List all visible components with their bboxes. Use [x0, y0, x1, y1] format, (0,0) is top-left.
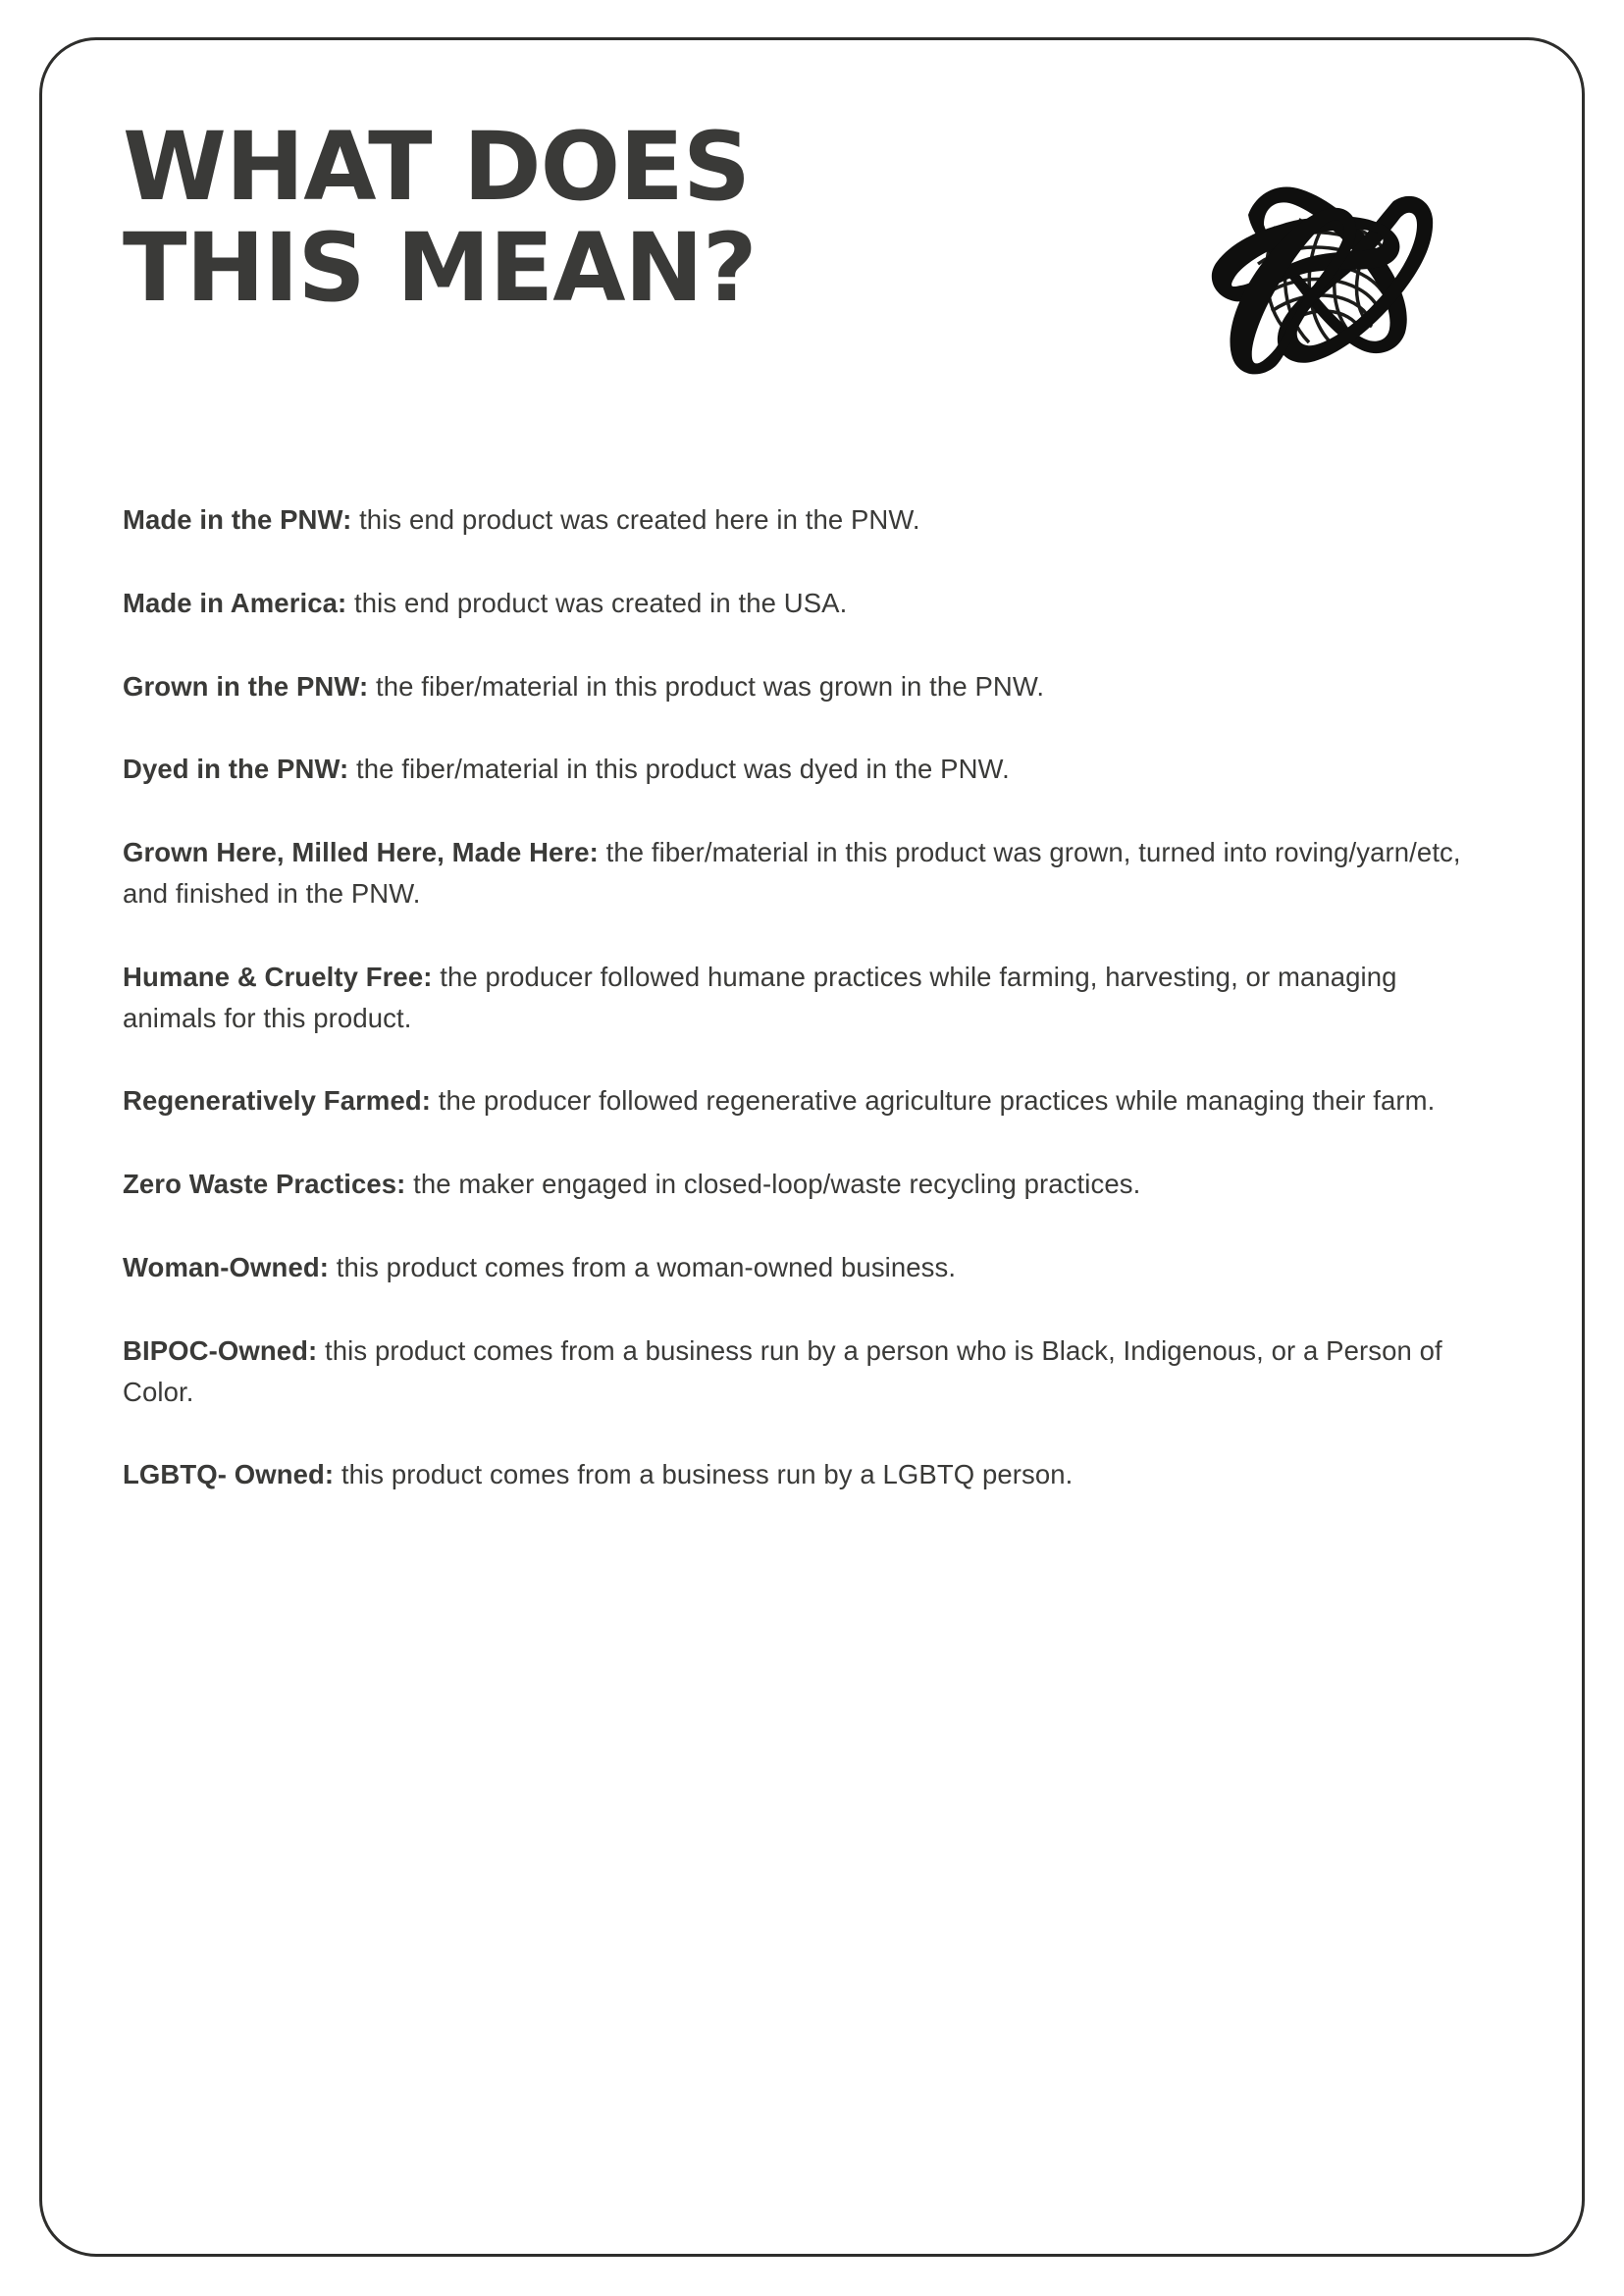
list-item	[123, 499, 1495, 541]
card-header	[123, 112, 1495, 443]
definition-description: this end product was created here in the PNW.	[351, 504, 920, 535]
list-item	[123, 1247, 1495, 1288]
page-title-line-2: THIS MEAN?	[123, 212, 757, 323]
definition-description: the fiber/material in this product was dyed in the PNW.	[348, 754, 1010, 785]
page-title-line-1: WHAT DOES	[123, 112, 750, 222]
definition-term: Zero Waste Practices:	[123, 1169, 406, 1200]
definition-description: the producer followed humane practices while farming, harvesting, or managing animals for this product.	[123, 961, 1397, 1033]
definition-term: Humane & Cruelty Free:	[123, 961, 433, 992]
page-title	[123, 112, 757, 323]
definition-term: Made in America:	[123, 587, 347, 618]
definition-term: Made in the PNW:	[123, 504, 352, 535]
definition-term: Grown in the PNW:	[123, 670, 369, 702]
definitions-list	[123, 499, 1495, 1495]
info-card	[39, 37, 1585, 2257]
definition-term: Woman-Owned:	[123, 1251, 329, 1282]
list-item	[123, 666, 1495, 707]
definition-term: LGBTQ- Owned:	[123, 1459, 335, 1490]
list-item	[123, 1080, 1495, 1122]
definition-term: Grown Here, Milled Here, Made Here:	[123, 837, 599, 868]
definition-term: BIPOC-Owned:	[123, 1334, 318, 1366]
definition-description: this product comes from a business run by a person who is Black, Indigenous, or a Person of Color.	[123, 1334, 1442, 1407]
definition-description: the producer followed regenerative agriculture practices while managing their farm.	[431, 1085, 1436, 1117]
list-item	[123, 1454, 1495, 1495]
definition-description: this product comes from a woman-owned business.	[329, 1251, 957, 1282]
list-item	[123, 1164, 1495, 1205]
list-item	[123, 749, 1495, 790]
definition-description: the fiber/material in this product was grown, turned into roving/yarn/etc, and finished in the PNW.	[123, 837, 1461, 909]
list-item	[123, 583, 1495, 624]
woven-yarn-star-logo-icon	[1154, 109, 1488, 443]
definition-term: Dyed in the PNW:	[123, 754, 349, 785]
list-item	[123, 1331, 1495, 1413]
list-item	[123, 957, 1495, 1039]
definition-description: the fiber/material in this product was grown in the PNW.	[368, 670, 1045, 702]
list-item	[123, 832, 1495, 914]
definition-description: this product comes from a business run by a LGBTQ person.	[334, 1459, 1074, 1490]
definition-term: Regeneratively Farmed:	[123, 1085, 431, 1117]
definition-description: the maker engaged in closed-loop/waste recycling practices.	[405, 1169, 1141, 1200]
definition-description: this end product was created in the USA.	[346, 587, 848, 618]
